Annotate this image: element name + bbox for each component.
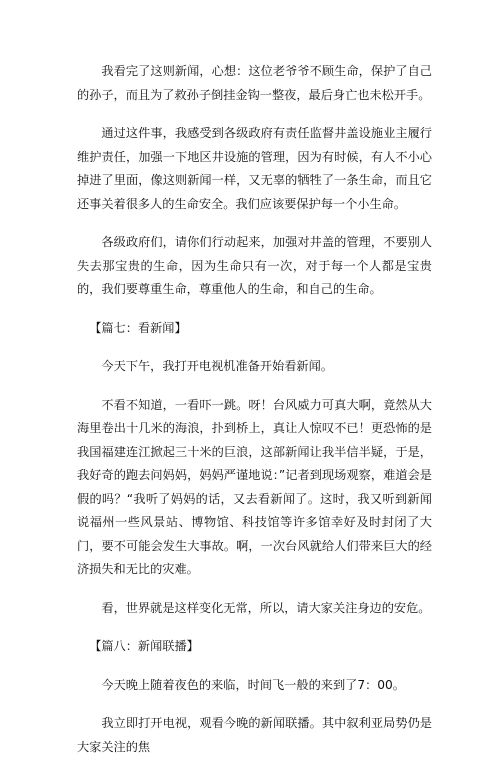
document-body xyxy=(77,60,432,774)
paragraph-government-responsibility: 通过这件事，我感受到各级政府有责任监督井盖设施业主履行维护责任，加强一下地区井设施的管理，因为有时候，有人不小心掉进了里面，像这则新闻一样，又无辜的牺牲了一条生命，而且它还事关着很多人的生命安全。我们应该要保护每一个小生命。 xyxy=(77,126,432,211)
section-heading-7: 【篇七：看新闻】 xyxy=(89,320,187,335)
paragraph-typhoon-news: 不看不知道，一看吓一跳。呀！台风威力可真大啊，竟然从大海里卷出十几米的海浪，扑到桥上，真让人惊叹不已！更恐怖的是我国福建连江掀起三十米的巨浪，这部新闻让我半信半疑，于是，我好奇的跑去问妈妈，妈妈严谨地说：”记者到现场观察，难道会是假的吗？“我听了妈妈的话，又去看新闻了。这时，我又听到新闻说福州一些风景站、博物馆、科技馆等许多馆幸好及时封闭了大门，要不可能会发生大事故。啊，一次台风就给人们带来巨大的经济损失和无比的灾难。 xyxy=(77,397,432,576)
paragraph-call-to-action: 各级政府们，请你们行动起来，加强对井盖的管理，不要别人失去那宝贵的生命，因为生命只有一次，对于每一个人都是宝贵的，我们要尊重生命，尊重他人的生命，和自己的生命。 xyxy=(77,235,432,296)
paragraph-evening-time: 今天晚上随着夜色的来临，时间飞一般的来到了7：00。 xyxy=(101,677,405,692)
section-heading-8: 【篇八：新闻联播】 xyxy=(89,639,199,653)
paragraph-watching-news: 今天下午，我打开电视机准备开始看新闻。 xyxy=(101,359,333,373)
paragraph-news-broadcast: 我立即打开电视，观看今晚的新闻联播。其中叙利亚局势仍是大家关注的焦 xyxy=(77,716,432,754)
paragraph-world-change: 看，世界就是这样变化无常，所以，请大家关注身边的安危。 xyxy=(101,600,431,615)
paragraph-grandpa-story: 我看完了这则新闻，心想：这位老爷爷不顾生命，保护了自己的孙子，而且为了救孙子倒挂金钩一整夜，最后身亡也未松开手。 xyxy=(77,64,432,102)
